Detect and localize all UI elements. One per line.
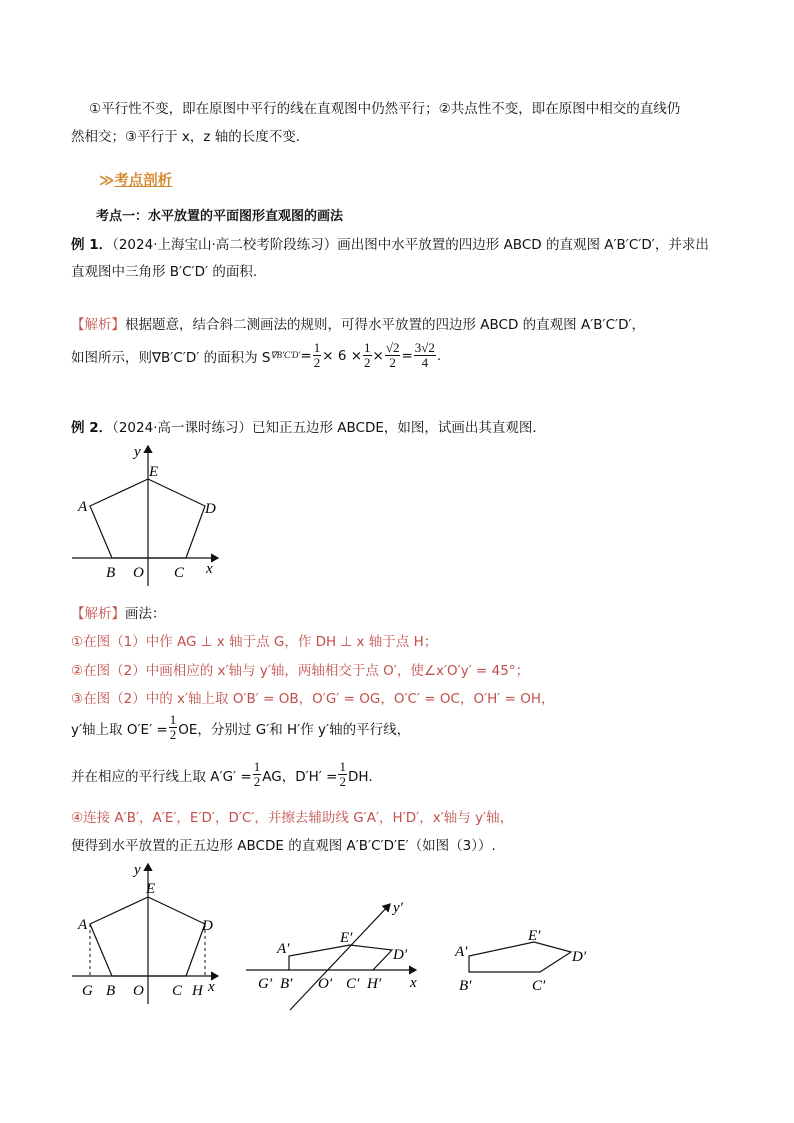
step-4-fraction — [169, 713, 178, 742]
fraction-den: 2 — [169, 727, 177, 742]
pentagon-final — [469, 942, 571, 972]
equals-2: = — [401, 347, 413, 364]
step-4-text-a: y′轴上取 O′E′ = — [71, 721, 168, 738]
example-1-text: （2024·上海宝山·高二校考阶段练习）画出图中水平放置的四边形 ABCD 的直观图 A′B′C′D′，并求出 — [112, 237, 709, 253]
times-6: × 6 × — [322, 347, 363, 364]
label-y: y — [134, 444, 141, 460]
label-b: B — [106, 983, 116, 999]
step-7: 便得到水平放置的正五边形 ABCDE 的直观图 A′B′C′D′E′（如图（3））. — [71, 838, 496, 854]
example-1-label: 例 1． — [71, 237, 113, 253]
label-o: O — [133, 983, 144, 999]
label-d: D′ — [393, 947, 408, 963]
label-c: C — [174, 565, 185, 581]
label-h: H — [192, 983, 203, 999]
example-2-text: （2024·高一课时练习）已知正五边形 ABCDE，如图，试画出其直观图． — [112, 420, 546, 436]
step-6: ④连接 A′B′，A′E′，E′D′，D′C′，并擦去辅助线 G′A′，H′D′，x′轴与 y′轴， — [71, 810, 514, 826]
fraction-num: 1 — [253, 759, 261, 774]
fraction-den: 2 — [339, 774, 346, 789]
label-b: B′ — [459, 978, 472, 994]
period: . — [436, 347, 442, 364]
fraction-num: √2 — [385, 340, 400, 355]
fraction-num: 3√2 — [414, 340, 435, 355]
fraction-num: 1 — [339, 759, 346, 774]
label-e: E′ — [528, 928, 541, 944]
section-title: 考点剖析 — [114, 173, 173, 189]
fraction-3 — [385, 341, 401, 370]
y-prime-axis — [290, 904, 390, 1010]
label-d: D′ — [572, 949, 587, 965]
label-a: A′ — [277, 941, 290, 957]
fraction-den: 4 — [421, 355, 429, 370]
label-e: E′ — [340, 930, 353, 946]
kaodian-line — [96, 205, 343, 224]
solution-2-tag-line — [71, 602, 166, 622]
label-g: G′ — [258, 976, 273, 992]
step-5-text-a: 并在相应的平行线上取 A′G′ = — [71, 768, 252, 785]
step-4-text-b: OE，分别过 G′和 H′作 y′轴的平行线， — [178, 721, 411, 738]
label-d: D — [205, 501, 216, 517]
label-b: B′ — [280, 976, 293, 992]
fraction-1 — [313, 341, 322, 370]
solution-1-line-1 — [71, 313, 645, 333]
fraction-2 — [363, 341, 372, 370]
label-x: x — [208, 979, 215, 995]
label-x: x — [206, 561, 213, 577]
chevron-icon: ≫ — [99, 173, 115, 189]
fraction-den: 2 — [364, 355, 371, 370]
step-5-text-c: DH． — [347, 768, 383, 785]
solution-1-text: 根据题意，结合斜二测画法的规则，可得水平放置的四边形 ABCD 的直观图 A′B′C′D′， — [125, 317, 646, 333]
figure-1-pentagon-with-perpendiculars — [60, 856, 230, 1006]
example-1-line-2: 直观图中三角形 B′C′D′ 的面积. — [71, 264, 258, 280]
step-5-fraction-2 — [338, 760, 347, 789]
step-4 — [71, 713, 410, 742]
label-c: C′ — [532, 978, 546, 994]
label-a: A — [78, 917, 88, 933]
kaodian-label: 考点一： — [96, 209, 149, 224]
solution-2-method: 画法： — [125, 606, 166, 622]
label-o: O — [133, 565, 144, 581]
fraction-den: 2 — [389, 355, 396, 370]
fraction-num: 1 — [364, 340, 371, 355]
equals: = — [300, 347, 312, 364]
fraction-num: 1 — [169, 712, 177, 727]
example-1-line-1 — [71, 233, 709, 253]
intro-line-1: ①平行性不变，即在原图中平行的线在直观图中仍然平行；②共点性不变，即在原图中相交的直线仍 — [89, 101, 681, 117]
label-o: O′ — [318, 976, 333, 992]
label-c: C′ — [346, 976, 360, 992]
pentagon-figure — [60, 438, 230, 588]
fraction-den: 2 — [313, 355, 321, 370]
step-3: ③在图（2）中的 x′轴上取 O′B′ = OB，O′G′ = OG，O′C′ = OC，O′H′ = OH， — [71, 691, 555, 707]
fraction-num: 1 — [313, 340, 321, 355]
figure-2-oblique-construction — [240, 888, 440, 1018]
intro-line-2: 然相交；③平行于 x，z 轴的长度不变． — [71, 129, 310, 145]
solution-1-tag: 【解析】 — [71, 317, 125, 333]
step-2: ②在图（2）中画相应的 x′轴与 y′轴，两轴相交于点 O′，使∠x′O′y′ = 45°； — [71, 663, 530, 679]
fraction-4 — [414, 341, 436, 370]
example-2-label: 例 2． — [71, 420, 113, 436]
label-y: y′ — [393, 900, 403, 916]
figure-3-final-figure — [445, 920, 605, 1000]
solution-1-line-2 — [71, 341, 441, 370]
label-e: E — [149, 464, 159, 480]
label-x: x — [410, 975, 417, 991]
example-2-line — [71, 416, 546, 436]
label-a: A — [78, 499, 88, 515]
label-e: E — [146, 881, 156, 897]
times: × — [372, 347, 384, 364]
label-g: G — [82, 983, 93, 999]
step-5-text-b: AG，D′H′ = — [262, 768, 338, 785]
pentagon-oblique — [289, 945, 392, 970]
area-subscript: ∇B′C′D′ — [270, 350, 301, 360]
step-5-fraction-1 — [253, 760, 262, 789]
label-a: A′ — [455, 944, 468, 960]
label-c: C — [172, 983, 183, 999]
fraction-den: 2 — [253, 774, 261, 789]
label-d: D — [202, 918, 213, 934]
label-h: H′ — [367, 976, 382, 992]
step-5 — [71, 760, 382, 789]
step-1: ①在图（1）中作 AG ⊥ x 轴于点 G，作 DH ⊥ x 轴于点 H； — [71, 634, 438, 650]
label-y: y — [134, 862, 141, 878]
solution-1-area-text: 如图所示，则∇B′C′D′ 的面积为 S — [71, 349, 271, 366]
label-b: B — [106, 565, 116, 581]
solution-2-tag: 【解析】 — [71, 606, 125, 622]
section-heading — [99, 169, 172, 190]
kaodian-title: 水平放置的平面图形直观图的画法 — [148, 209, 344, 224]
